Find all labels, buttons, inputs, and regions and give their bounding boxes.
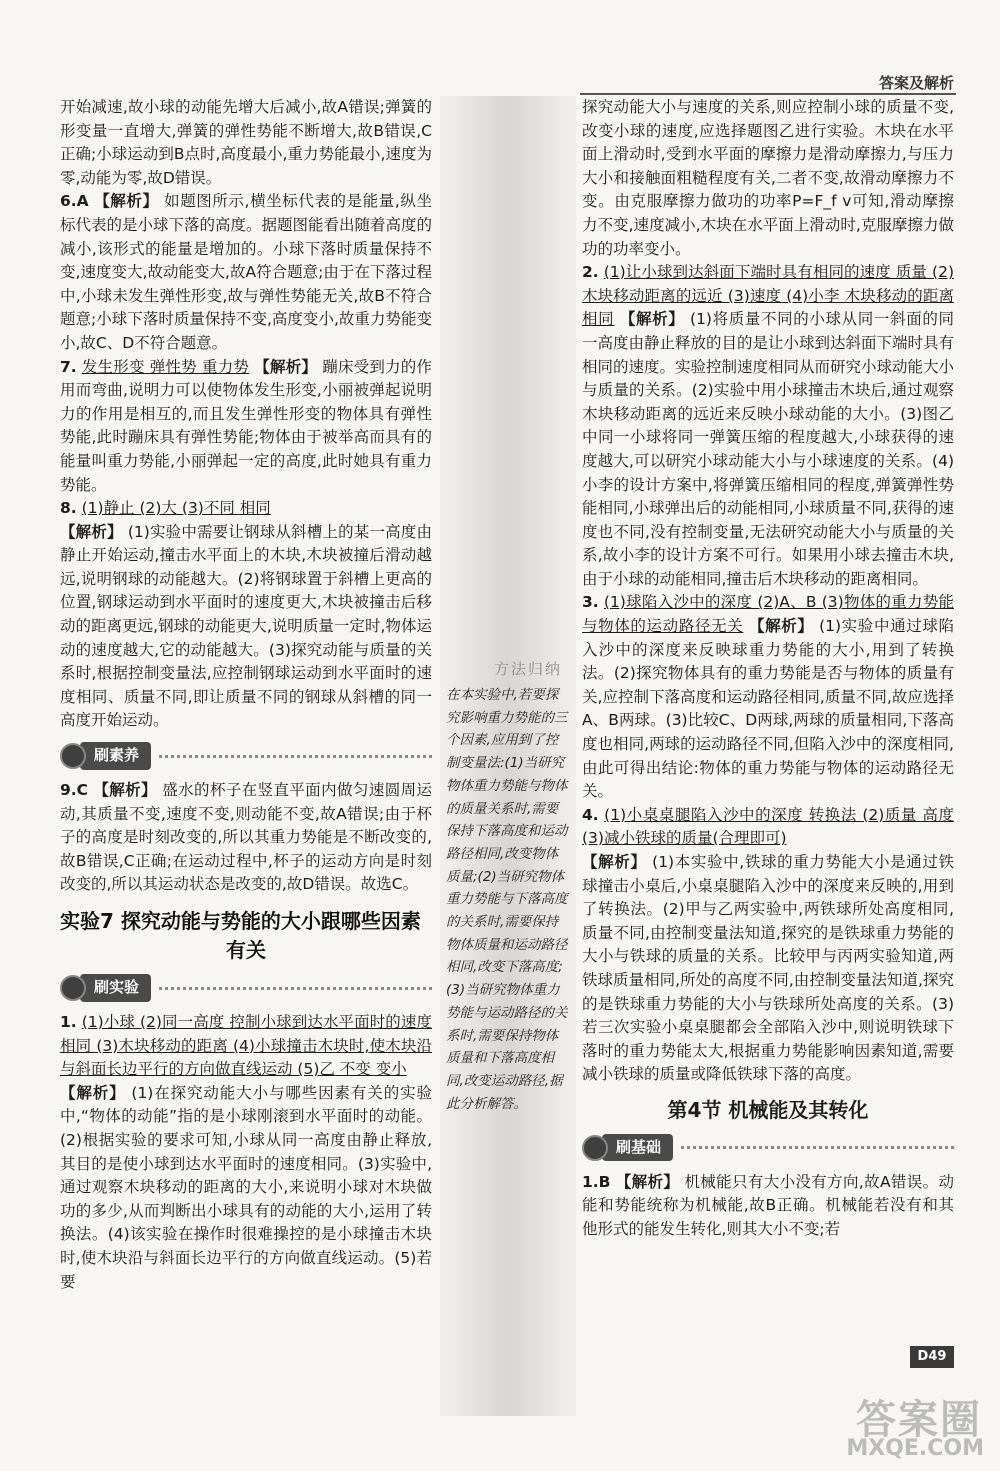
answer-item xyxy=(582,1171,954,1242)
answer-item xyxy=(60,497,432,521)
answer-text: (1)将质量不同的小球从同一斜面的同一高度由静止释放的目的是让小球到达斜面下端时具有相同的速度。实验控制速度相同从而研究小球动能大小与质量的关系。(2)实验中用小球撞击木块后,通过观察木块移动距离的远近来反映小球动能的大小。(3)图乙中同一小球将同一弹簧压缩的程度越大,小球获得的速度越大,可以研究小球动能大小与小球速度的关系。(4)小李的设计方案中,将弹簧压缩相同的程度,弹簧弹性势能相同,小球弹出后的动能相同,小球质量不同,获得的速度也不同,没有控制变量,无法研究动能大小与质量的关系,故小李的设计方案不可行。如果用小球去撞击木块,由于小球的动能相同,撞击后木块移动的距离相同。 xyxy=(582,310,955,588)
answer-answer: (1)球陷入沙中的深度 (2)A、B (3)物体的重力势能与物体的运动路径无关 xyxy=(582,593,954,636)
answer-tag: 【解析】 xyxy=(615,1172,680,1191)
method-sidebar-title: 方法归纳 xyxy=(494,660,563,678)
answer-text: (1)本实验中,铁球的重力势能大小是通过铁球撞击小桌后,小桌桌腿陷入沙中的深度来反映的,用到了转换法。(2)甲与乙两实验中,两铁球所处高度相同,质量不同,由控制变量法知道,探究的是铁球重力势能的大小与铁球的质量的关系。比较甲与丙两实验知道,两铁球质量相同,所处的高度不同,由控制变量法知道,探究的是铁球重力势能的大小与铁球所处高度的关系。(3)若三次实验小桌桌腿都会全部陷入沙中,则说明铁球下落时的重力势能太大,根据重力势能影响因素知道,需要减小铁球的质量或降低铁球下落的高度。 xyxy=(582,853,954,1084)
answer-tag: 【解析】 xyxy=(619,310,685,329)
answer-text: (1)在探究动能大小与哪些因素有关的实验中,“物体的动能”指的是小球刚滚到水平面时的动能。(2)根据实验的要求可知,小球从同一高度由静止释放,其目的是使小球到达水平面时的速度相同。(3)实验中,通过观察木块移动的距离的大小,来说明小球对木块做功的多少,从而判断出小球具有的动能的大小,运用了转换法。(4)该实验在操作时很难操控的是小球撞击木块时,使木块沿与斜面长边平行的方向做直线运动。(5)若要 xyxy=(60,1083,432,1291)
answer-num: 4. xyxy=(582,805,599,824)
answer-text: 蹦床受到力的作用而弯曲,说明力可以使物体发生形变,小丽被弹起说明力的作用是相互的,而且发生弹性形变的物体具有弹性势能,此时蹦床具有弹性势能;物体由于被举高而具有的能量叫重力势能,小丽弹起一定的高度,此时她具有重力势能。 xyxy=(60,357,432,494)
answer-text: 盛水的杯子在竖直平面内做匀速圆周运动,其质量不变,速度不变,则动能不变,故A错误;由于杯子的高度是时刻改变的,所以其重力势能是不断改变的,故B错误,C正确;在运动过程中,杯子的运动方向是时刻改变的,所以其运动状态是改变的,故D错误。故选C。 xyxy=(60,781,432,894)
answer-text: 探究动能大小与速度的关系,则应控制小球的质量不变,改变小球的速度,应选择题图乙进行实验。木块在水平面上滑动时,受到水平面的摩擦力是滑动摩擦力,与压力大小和接触面粗糙程度有关,二者不变,故滑动摩擦力不变。由克服摩擦力做功的功率P=F_f v可知,滑动摩擦力不变,速度减小,木块在水平面上滑动时,克服摩擦力做功的功率变小。 xyxy=(582,98,954,258)
answer-item xyxy=(60,190,432,355)
answer-answer: (1)让小球到达斜面下端时具有相同的速度 质量 (2)木块移动距离的远近 (3)速度 (4)小李 木块移动的距离相同 xyxy=(582,263,954,329)
answer-text: 开始减速,故小球的动能先增大后减小,故A错误;弹簧的形变量一直增大,弹簧的弹性势能不断增大,故B错误,C正确;小球运动到B点时,高度最小,重力势能最小,速度为零,动能为零,故D错误。 xyxy=(60,98,432,187)
answer-num: 9.C xyxy=(60,781,89,800)
answer-item xyxy=(582,591,954,803)
section-title-section-4: 第4节 机械能及其转化 xyxy=(667,1097,869,1122)
dotted-rule xyxy=(159,755,432,758)
watermark-url: MXQE.COM xyxy=(846,1436,984,1461)
answer-item xyxy=(60,1082,432,1294)
answer-text: (1)实验中通过球陷入沙中的深度来反映球重力势能的大小,用到了转换法。(2)探究物体具有的重力势能是否与物体的质量有关,应控制下落高度和运动路径相同,质量不同,故应选择A、B两球。(3)比较C、D两球,两球的质量相同,下落高度也相同,两球的运动路径不同,但陷入沙中的深度相同,由此可得出结论:物体的重力势能与物体的运动路径无关。 xyxy=(582,617,954,801)
answer-item xyxy=(60,1011,432,1082)
answer-answer: 发生形变 弹性势 重力势 xyxy=(81,357,250,376)
answer-answer: (1)小球 (2)同一高度 控制小球到达水平面时的速度相同 (3)木块移动的距离 (4)小球撞击木块时,使木块沿与斜面长边平行的方向做直线运动 (5)乙 不变 变小 xyxy=(60,1013,432,1079)
book-icon xyxy=(582,1135,608,1161)
header-title: 答案及解析 xyxy=(878,74,954,92)
section-title-experiment-7: 实验7 探究动能与势能的大小跟哪些因素 有关 xyxy=(60,909,421,962)
answer-num: 1.B xyxy=(582,1172,611,1191)
banner-label: 刷素养 xyxy=(80,742,151,770)
answer-item xyxy=(582,261,954,591)
dotted-rule xyxy=(159,987,432,990)
banner-label: 刷基础 xyxy=(602,1134,673,1162)
book-icon xyxy=(60,743,86,769)
answer-item xyxy=(60,96,432,190)
banner-shuajichu xyxy=(582,1133,954,1163)
answer-item xyxy=(60,521,432,733)
banner-label: 刷实验 xyxy=(80,974,151,1002)
dotted-rule xyxy=(681,1146,954,1149)
answer-item xyxy=(582,851,954,1087)
answer-answer: (1)小桌桌腿陷入沙中的深度 转换法 (2)质量 高度 (3)减小铁球的质量(合理即可) xyxy=(582,805,954,848)
answer-num: 6.A xyxy=(60,192,89,211)
answer-answer: (1)静止 (2)大 (3)不同 相同 xyxy=(81,499,271,518)
answer-text: 如题图所示,横坐标代表的是能量,纵坐标代表的是小球下落的高度。据题图能看出随着高度的减小,该形式的能量是增加的。小球下落时质量保持不变,速度变大,故动能变大,故A符合题意;由于在下落过程中,小球未发生弹性形变,故与弹性势能无关,故B不符合题意;小球下落时质量保持不变,高度变小,故重力势能变小,故C、D不符合题意。 xyxy=(60,192,433,352)
book-icon xyxy=(60,975,86,1001)
answer-num: 8. xyxy=(60,499,77,518)
answer-item xyxy=(60,779,432,897)
left-column xyxy=(60,96,432,1294)
answer-tag: 【解析】 xyxy=(93,781,157,800)
banner-shuashiyan xyxy=(60,973,432,1003)
page-header xyxy=(0,0,1000,96)
header-rule xyxy=(580,93,956,95)
answer-item xyxy=(582,804,954,851)
answer-tag: 【解析】 xyxy=(748,617,814,636)
banner-shuasuyang xyxy=(60,741,432,771)
answer-tag: 【解析】 xyxy=(94,192,159,211)
answer-item xyxy=(60,356,432,498)
answer-tag: 【解析】 xyxy=(582,853,647,871)
answer-item xyxy=(582,96,954,261)
answer-text: (1)实验中需要让钢球从斜槽上的某一高度由静止开始运动,撞击水平面上的木块,木块被撞后滑动越远,说明钢球的动能越大。(2)将钢球置于斜槽上更高的位置,钢球运动到水平面时的速度更大,木块被撞击后移动的距离更远,钢球的动能更大,说明质量一定时,物体运动的速度越大,它的动能越大。(3)探究动能与质量的关系时,根据控制变量法,应控制钢球运动到水平面时的速度相同、质量不同,即让质量不同的钢球从斜槽的同一高度开始运动。 xyxy=(60,522,432,730)
answer-num: 2. xyxy=(582,263,599,282)
right-column xyxy=(582,96,954,1241)
answer-num: 3. xyxy=(582,593,599,612)
page-number: D49 xyxy=(910,1346,954,1368)
answer-num: 7. xyxy=(60,357,77,376)
method-sidebar-text: 在本实验中,若要探究影响重力势能的三个因素,应用到了控制变量法:(1)当研究物体重力势能与物体的质量关系时,需要保持下落高度和运动路径相同,改变物体质量;(2)当研究物体重力势能与下落高度的关系时,需要保持物体质量和运动路径相同,改变下落高度;(3)当研究物体重力势能与运动路径的关系时,需要保持物体质量和下落高度相同,改变运动路径,据此分析解答。 xyxy=(446,687,568,1112)
answer-text: 机械能只有大小没有方向,故A错误。动能和势能统称为机械能,故B正确。机械能若没有和其他形式的能发生转化,则其大小不变;若 xyxy=(582,1172,954,1238)
answer-tag: 【解析】 xyxy=(60,522,123,541)
answer-tag: 【解析】 xyxy=(60,1083,126,1102)
answer-tag: 【解析】 xyxy=(254,357,318,376)
answer-num: 1. xyxy=(60,1013,77,1031)
watermark-logo: 答案圈 xyxy=(856,1397,982,1443)
watermark xyxy=(800,1388,992,1464)
